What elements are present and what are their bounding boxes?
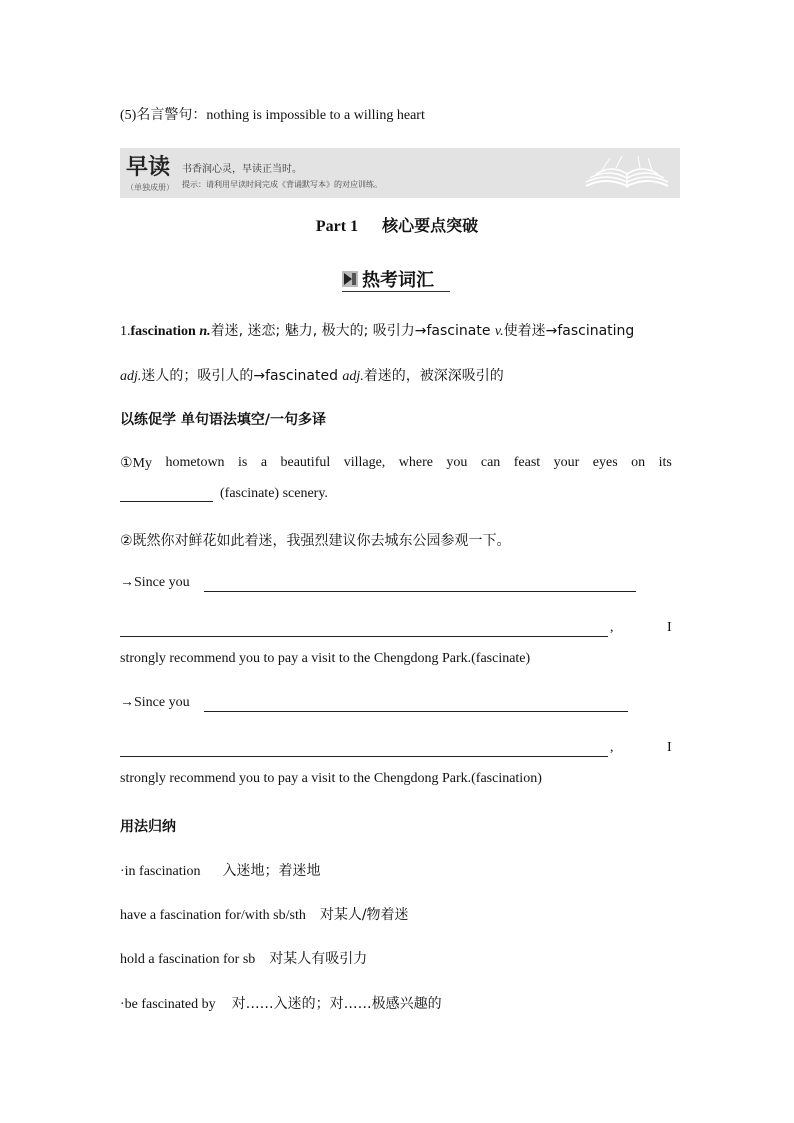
usage-item xyxy=(120,860,320,880)
entry-pos: adj. xyxy=(342,369,364,384)
banner-title: 早读 xyxy=(126,154,171,180)
open-book-icon xyxy=(582,156,672,192)
question-1-line2: (fascinate) scenery. xyxy=(220,486,328,501)
question-word: a xyxy=(260,455,268,470)
translation-blank[interactable] xyxy=(120,636,608,637)
question-2-chinese: ②既然你对鲜花如此着迷，我强烈建议你去城东公园参观一下。 xyxy=(120,533,511,549)
sentence-tail: strongly recommend you to pay a visit to the Chengdong Park.(fascination) xyxy=(120,771,542,786)
section-marker-icon xyxy=(342,271,358,287)
practice-heading: 以练促学 单句语法填空/一句多译 xyxy=(120,412,326,428)
morning-reading-banner xyxy=(120,148,680,198)
usage-phrase: have a fascination for/with sb/sth xyxy=(120,908,306,923)
entry-definition: 迷人的；吸引人的→fascinated xyxy=(141,368,343,384)
entry-number: 1. xyxy=(120,324,131,339)
usage-meaning: 入迷地；着迷地 xyxy=(222,863,321,879)
entry-definition: 着迷的，被深深吸引的 xyxy=(363,368,504,384)
usage-item xyxy=(120,948,367,968)
question-word: on xyxy=(631,455,646,470)
translation-blank[interactable] xyxy=(204,591,636,592)
proverb-line: (5)名言警句：nothing is impossible to a willing heart xyxy=(120,108,425,123)
usage-meaning: 对某人/物着迷 xyxy=(319,907,409,923)
section-title: 热考词汇 xyxy=(362,270,434,291)
comma: , xyxy=(610,740,614,755)
usage-item xyxy=(120,993,442,1013)
usage-phrase: hold a fascination for sb xyxy=(120,952,256,967)
usage-meaning: 对某人有吸引力 xyxy=(269,951,368,967)
since-prefix: →Since you xyxy=(120,695,190,710)
question-word: eyes xyxy=(592,455,618,470)
usage-phrase: ·in fascination xyxy=(120,864,201,879)
since-prefix: →Since you xyxy=(120,575,190,590)
sentence-tail: strongly recommend you to pay a visit to the Chengdong Park.(fascinate) xyxy=(120,651,531,666)
translation-blank[interactable] xyxy=(120,756,608,757)
question-word: ①My xyxy=(120,456,152,471)
comma: , xyxy=(610,620,614,635)
entry-definition: 着迷, 迷恋; 魅力, 极大的; 吸引力→fascinate xyxy=(210,323,495,339)
usage-phrase: ·be fascinated by xyxy=(120,997,216,1012)
vocab-entry-line2 xyxy=(120,365,504,385)
question-word: where xyxy=(398,455,433,470)
part-title: 核心要点突破 xyxy=(382,216,479,235)
question-word: its xyxy=(658,455,672,470)
section-heading xyxy=(342,265,450,292)
question-word: feast xyxy=(513,455,541,470)
question-word: village, xyxy=(343,455,386,470)
entry-definition: 使着迷→fascinating xyxy=(503,323,635,339)
banner-slogan: 书香润心灵，早读正当时。 xyxy=(182,164,302,175)
question-word: beautiful xyxy=(280,455,331,470)
entry-word: fascination xyxy=(130,324,196,339)
banner-hint: 提示：请利用早读时间完成《背诵默写本》的对应训练。 xyxy=(182,180,382,189)
part-label: Part 1 xyxy=(315,218,359,235)
banner-subtitle: （单独成册） xyxy=(126,183,174,192)
i-word: I xyxy=(667,620,672,635)
translation-blank[interactable] xyxy=(204,711,628,712)
usage-heading: 用法归纳 xyxy=(120,819,176,835)
usage-meaning: 对……入迷的；对……极感兴趣的 xyxy=(231,996,442,1012)
question-word: is xyxy=(238,455,248,470)
question-word: you xyxy=(446,455,468,470)
fill-blank[interactable] xyxy=(120,501,213,502)
question-1-line1 xyxy=(120,455,672,472)
entry-pos: v. xyxy=(494,324,504,339)
question-word: can xyxy=(480,455,501,470)
question-word: your xyxy=(553,455,580,470)
usage-item xyxy=(120,904,409,924)
i-word: I xyxy=(667,740,672,755)
entry-pos: adj. xyxy=(120,369,142,384)
question-word: hometown xyxy=(165,455,225,470)
vocab-entry-line1 xyxy=(120,320,634,340)
entry-pos: n. xyxy=(199,324,211,339)
part-heading xyxy=(0,213,794,236)
